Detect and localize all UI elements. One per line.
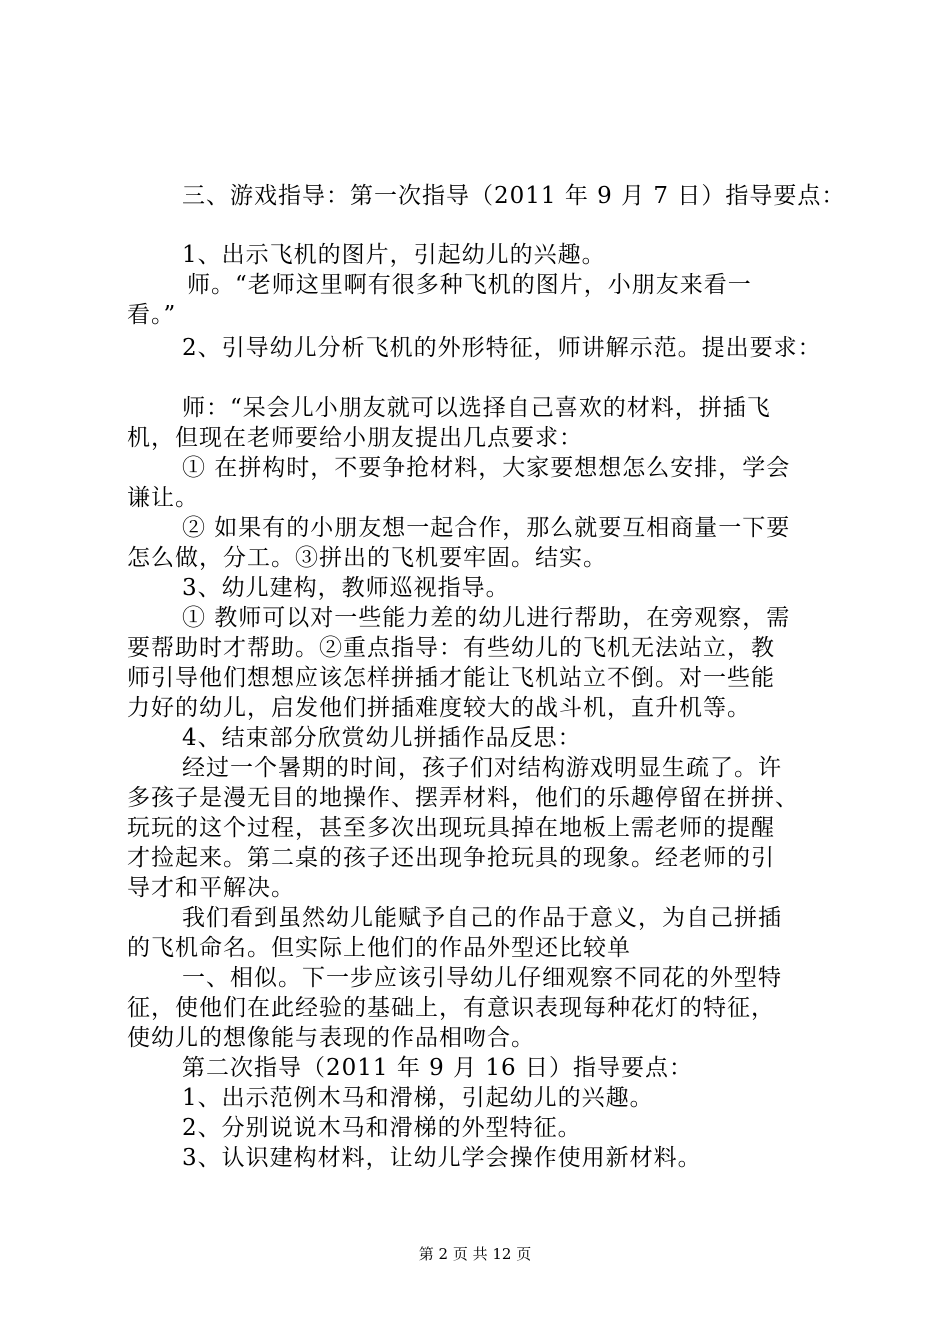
text-line: 机，但现在老师要给小朋友提出几点要求： (127, 425, 583, 451)
text-line: 使幼儿的想像能与表现的作品相吻合。 (127, 1025, 535, 1051)
text-line: 经过一个暑期的时间，孩子们对结构游戏明显生疏了。许 (182, 755, 782, 781)
text-line: 三、游戏指导：第一次指导（2011 年 9 月 7 日）指导要点： (182, 183, 846, 209)
text-line: ② 如果有的小朋友想一起合作，那么就要互相商量一下要 (182, 515, 791, 541)
text-line: 3、幼儿建构，教师巡视指导。 (182, 575, 510, 601)
text-line: 2、分别说说木马和滑梯的外型特征。 (182, 1115, 582, 1141)
text-line: 才捡起来。第二桌的孩子还出现争抢玩具的现象。经老师的引 (127, 845, 775, 871)
text-line: 2、引导幼儿分析飞机的外形特征，师讲解示范。提出要求： (182, 335, 822, 361)
text-line: 怎么做，分工。③拼出的飞机要牢固。结实。 (127, 545, 607, 571)
page-footer: 第 2 页 共 12 页 (418, 1245, 532, 1263)
text-line: 导才和平解决。 (127, 875, 295, 901)
text-line: 第二次指导（2011 年 9 月 16 日）指导要点： (182, 1055, 693, 1081)
text-line: 要帮助时才帮助。②重点指导：有些幼儿的飞机无法站立，教 (127, 635, 775, 661)
text-line: 谦让。 (127, 485, 199, 511)
text-line: 多孩子是漫无目的地操作、摆弄材料，他们的乐趣停留在拼拼、 (127, 785, 799, 811)
text-line: 1、出示飞机的图片，引起幼儿的兴趣。 (182, 242, 606, 268)
text-line: 玩玩的这个过程，甚至多次出现玩具掉在地板上需老师的提醒 (127, 815, 775, 841)
text-line: ① 教师可以对一些能力差的幼儿进行帮助，在旁观察，需 (182, 605, 791, 631)
text-line: 1、出示范例木马和滑梯，引起幼儿的兴趣。 (182, 1085, 654, 1111)
text-line: 师：“呆会儿小朋友就可以选择自己喜欢的材料，拼插飞 (182, 395, 771, 421)
text-line: 一、相似。下一步应该引导幼儿仔细观察不同花的外型特 (182, 965, 782, 991)
text-line: 力好的幼儿，启发他们拼插难度较大的战斗机，直升机等。 (127, 695, 751, 721)
text-line: ① 在拼构时，不要争抢材料，大家要想想怎么安排，学会 (182, 455, 791, 481)
text-line: 的飞机命名。但实际上他们的作品外型还比较单 (127, 935, 631, 961)
text-line: 4、结束部分欣赏幼儿拼插作品反思： (182, 725, 582, 751)
text-line: 师引导他们想想应该怎样拼插才能让飞机站立不倒。对一些能 (127, 665, 775, 691)
text-line: 征，使他们在此经验的基础上，有意识表现每种花灯的特征， (127, 995, 775, 1021)
text-line: 3、认识建构材料，让幼儿学会操作使用新材料。 (182, 1145, 702, 1171)
text-line: 看。” (127, 302, 177, 328)
text-line: 师。“老师这里啊有很多种飞机的图片，小朋友来看一 (187, 272, 752, 298)
text-line: 我们看到虽然幼儿能赋予自己的作品于意义，为自己拼插 (182, 905, 782, 931)
